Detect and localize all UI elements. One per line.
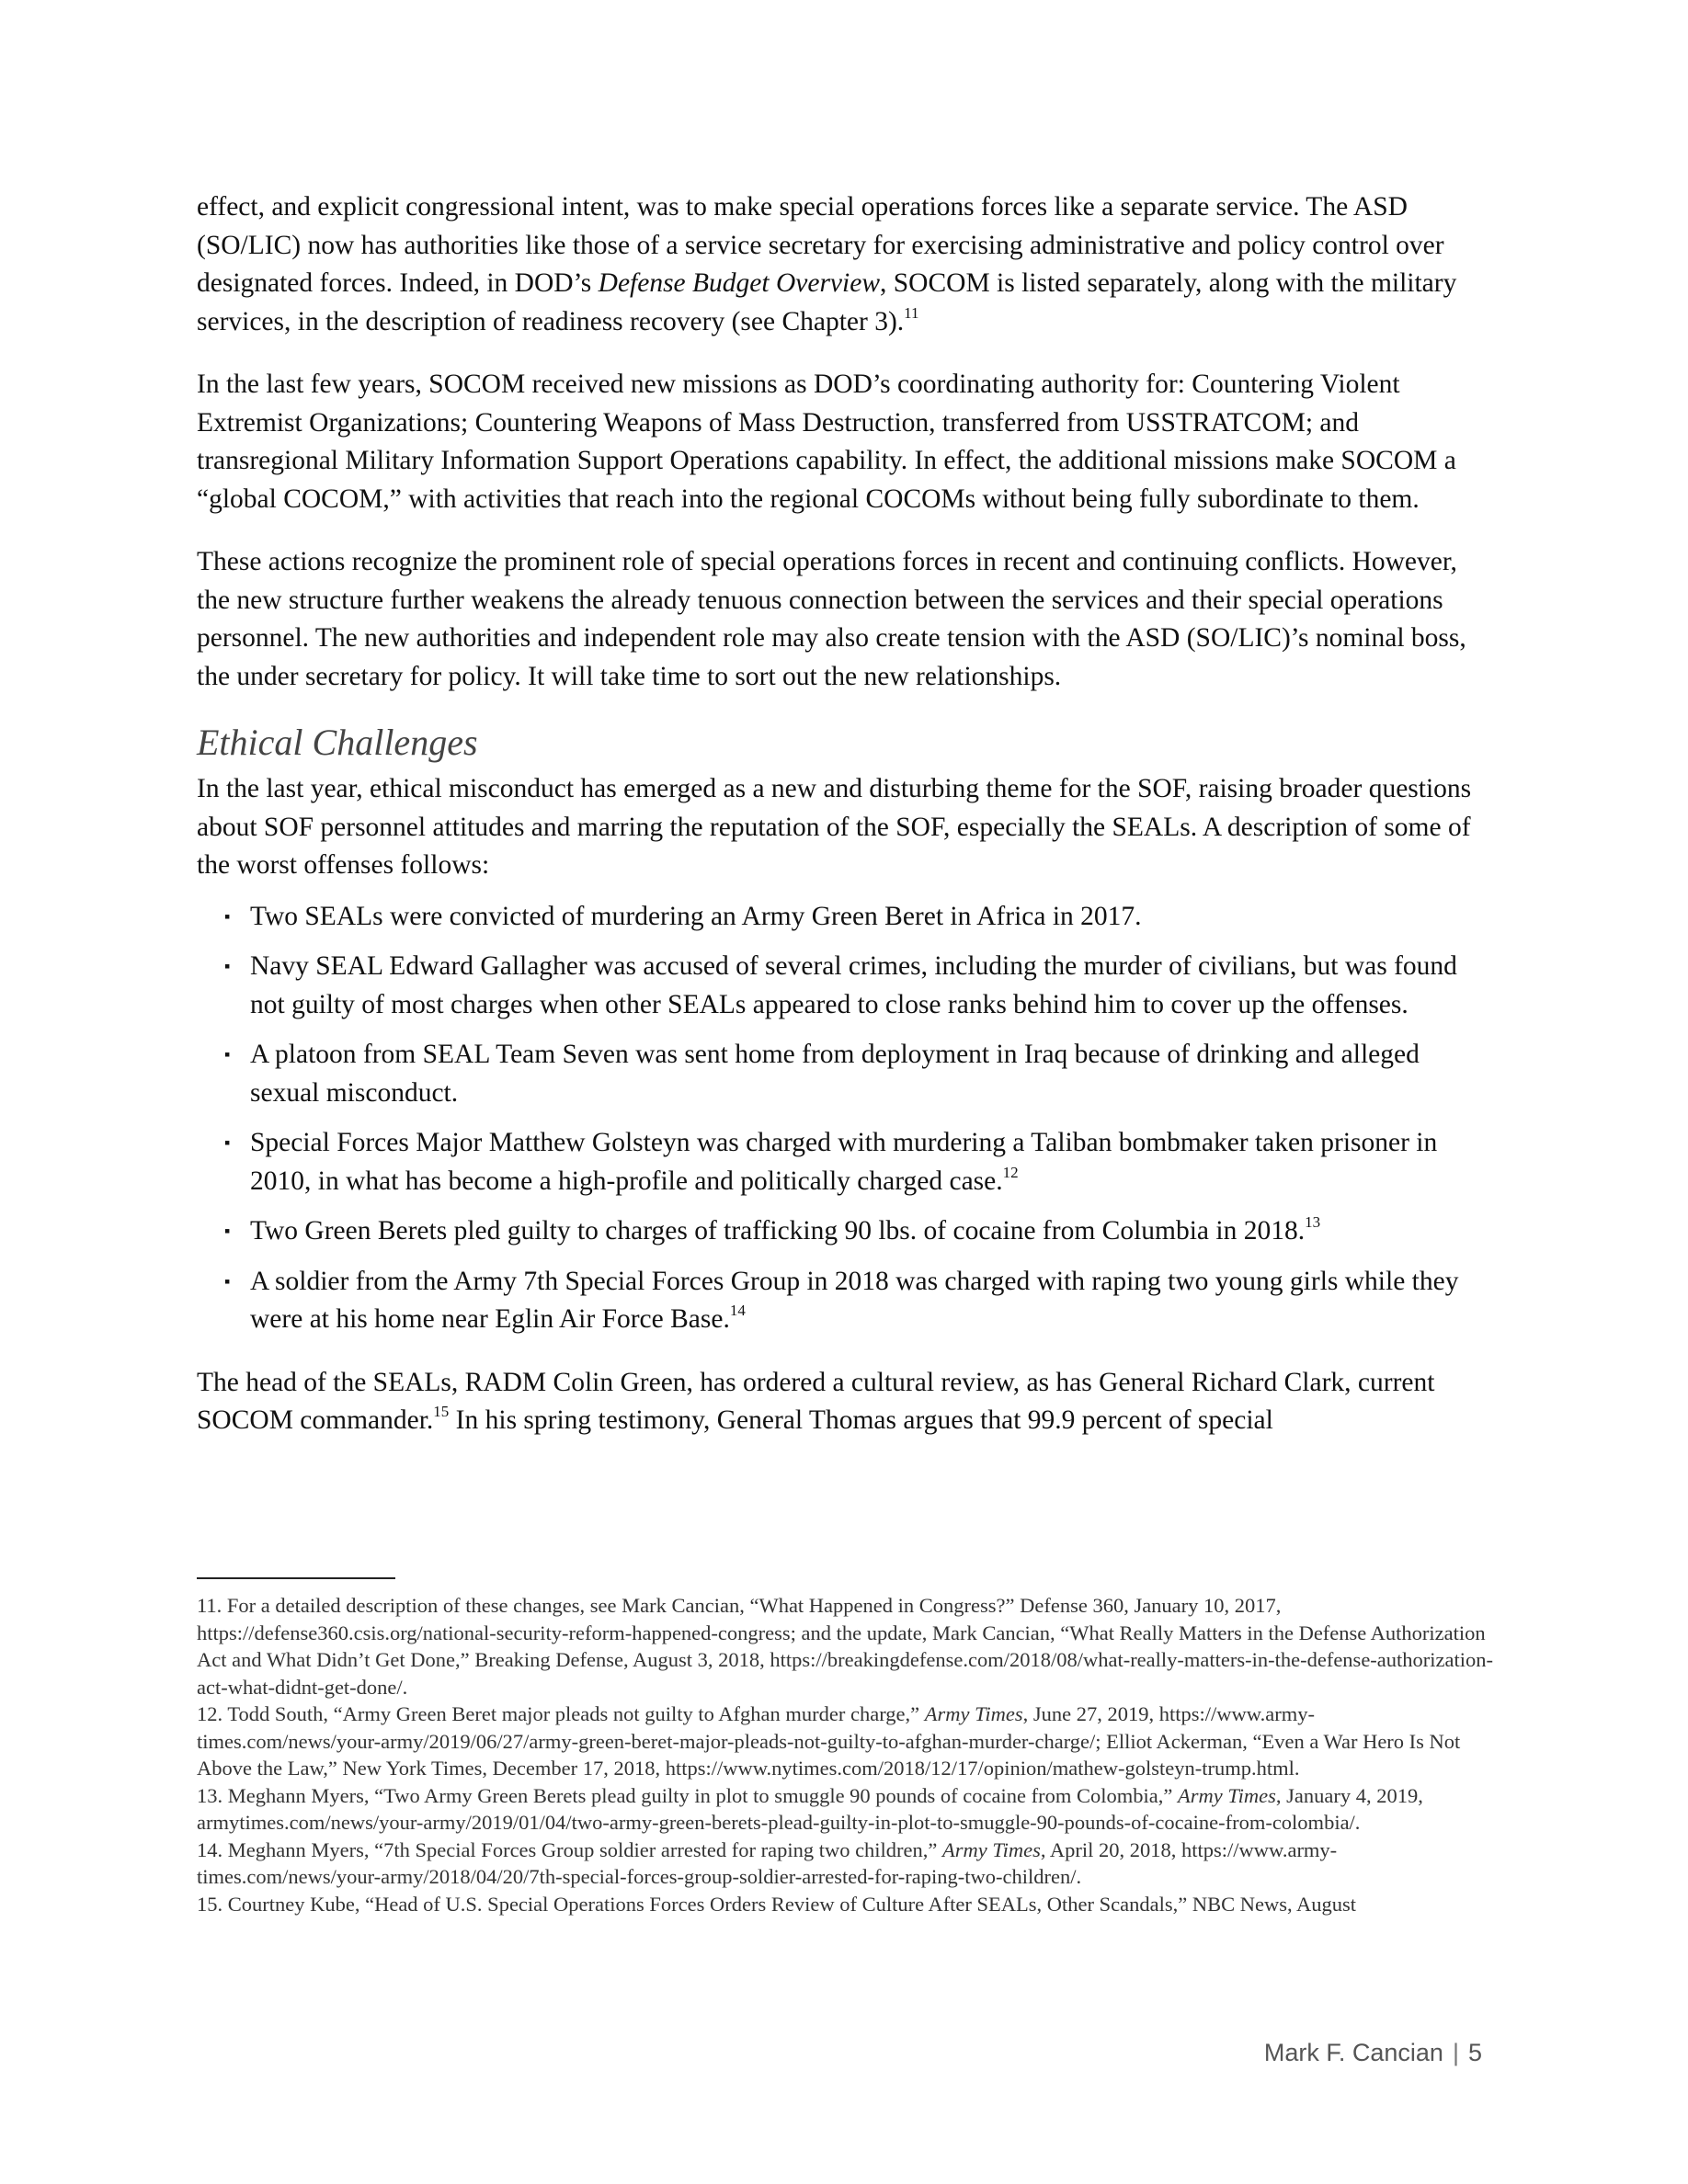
list-item-text: Two Green Berets pled guilty to charges of trafficking 90 lbs. of cocaine from Columbia in 2018. <box>250 1216 1306 1246</box>
paragraph-5-text-b: In his spring testimony, General Thomas argues that 99.9 percent of special <box>449 1405 1273 1435</box>
paragraph-1-text-b: , SOCOM is listed separately, along with the military services, in the description of readiness recovery (see Chapter 3). <box>197 268 1457 336</box>
main-content <box>197 188 1493 1465</box>
paragraph-1 <box>197 188 1493 341</box>
paragraph-1-text-a: effect, and explicit congressional intent, was to make special operations forces like a separate service. The ASD (SO/LIC) now has authorities like those of a service secretary for exercising administrative and policy control over designated forces. Indeed, in DOD’s <box>197 192 1444 298</box>
paragraph-5-text-a: The head of the SEALs, RADM Colin Green, has ordered a cultural review, as has General Richard Clark, current SOCOM commander. <box>197 1367 1435 1435</box>
bullet-icon: ▪ <box>224 1222 231 1240</box>
list-item <box>224 1036 1493 1112</box>
footnote-divider <box>197 1577 395 1579</box>
paragraph-5 <box>197 1364 1493 1440</box>
footnote-14-text-a: 14. Meghann Myers, “7th Special Forces Group soldier arrested for raping two children,” <box>197 1837 943 1861</box>
footnote-14-text-b: , April 20, 2018, https://www.army-times.com/news/your-army/2018/04/20/7th-special-forces-group-soldier-arrested-for-raping-two-children/. <box>197 1837 1338 1888</box>
footnote-13-text-a: 13. Meghann Myers, “Two Army Green Berets plead guilty in plot to smuggle 90 pounds of cocaine from Colombia,” <box>197 1783 1178 1807</box>
paragraph-1-italic-title: Defense Budget Overview <box>598 268 880 298</box>
footnote-13 <box>197 1782 1495 1837</box>
list-item <box>224 1212 1493 1251</box>
footnote-13-text-b: , January 4, 2019, armytimes.com/news/your-army/2019/01/04/two-army-green-berets-plead-guilty-in-plot-to-smuggle-90-pounds-of-cocaine-from-colombia/. <box>197 1783 1423 1834</box>
bullet-icon: ▪ <box>224 1271 231 1291</box>
list-item <box>224 1263 1493 1339</box>
list-item-text: Special Forces Major Matthew Golsteyn was charged with murdering a Taliban bombmaker taken prisoner in 2010, in what has become a high-profile and politically charged case. <box>250 1128 1438 1196</box>
footnote-ref-14[interactable]: 14 <box>729 1302 746 1320</box>
footnote-12-publication: Army Times <box>924 1702 1023 1725</box>
bullet-icon: ▪ <box>224 957 231 975</box>
footnote-ref-12[interactable]: 12 <box>1002 1163 1019 1181</box>
offenses-list <box>197 898 1493 1339</box>
paragraph-4: In the last year, ethical misconduct has emerged as a new and disturbing theme for the SOF, raising broader questions about SOF personnel attitudes and marring the reputation of the SOF, especially the SEALs. A description of some of the worst offenses follows: <box>197 774 1472 880</box>
bullet-icon: ▪ <box>224 1133 231 1152</box>
list-item-text: A platoon from SEAL Team Seven was sent home from deployment in Iraq because of drinking and alleged sexual misconduct. <box>250 1040 1420 1108</box>
paragraph-3: These actions recognize the prominent role of special operations forces in recent and continuing conflicts. However, the new structure further weakens the already tenuous connection between the services and their special operations personnel. The new authorities and independent role may also create tension with the ASD (SO/LIC)’s nominal boss, the under secretary for policy. It will take time to sort out the new relationships. <box>197 547 1466 691</box>
footnote-12 <box>197 1701 1495 1782</box>
footnote-15: 15. Courtney Kube, “Head of U.S. Special Operations Forces Orders Review of Culture After SEALs, Other Scandals,” NBC News, August <box>197 1892 1357 1916</box>
list-item-text: Two SEALs were convicted of murdering an Army Green Beret in Africa in 2017. <box>250 901 1142 931</box>
footnote-ref-13[interactable]: 13 <box>1305 1213 1321 1232</box>
footer-separator: | <box>1452 2039 1459 2066</box>
list-item-text: A soldier from the Army 7th Special Forces Group in 2018 was charged with raping two young girls while they were at his home near Eglin Air Force Base. <box>250 1266 1459 1334</box>
page-number: 5 <box>1467 2039 1482 2066</box>
footnote-13-publication: Army Times <box>1177 1783 1276 1807</box>
footnotes-section <box>197 1592 1495 1917</box>
footnote-12-text-a: 12. Todd South, “Army Green Beret major pleads not guilty to Afghan murder charge,” <box>197 1702 925 1725</box>
list-item <box>224 898 1493 937</box>
bullet-icon: ▪ <box>224 906 231 926</box>
footnote-ref-15[interactable]: 15 <box>433 1403 450 1421</box>
section-heading: Ethical Challenges <box>197 722 478 763</box>
footnote-11: 11. For a detailed description of these changes, see Mark Cancian, “What Happened in Congress?” Defense 360, January 10, 2017, https://defense360.csis.org/national-security-reform-happened-congress; and the update, Mark Cancian, “What Really Matters in the Defense Authorization Act and What Didn’t Get Done,” Breaking Defense, August 3, 2018, https://breakingdefense.com/2018/08/what-really-matters-in-the-defense-authorization-act-what-didnt-get-done/. <box>197 1594 1493 1699</box>
footer-author: Mark F. Cancian <box>1263 2039 1443 2066</box>
bullet-icon: ▪ <box>224 1045 231 1064</box>
list-item <box>224 1124 1493 1200</box>
footnote-14-publication: Army Times <box>942 1837 1041 1861</box>
page-footer <box>1264 2039 1482 2067</box>
list-item <box>224 948 1493 1024</box>
paragraph-2: In the last few years, SOCOM received new missions as DOD’s coordinating authority for: Countering Violent Extremist Organizations; Countering Weapons of Mass Destruction, transferred from USSTRATCOM; and transregional Military Information Support Operations capability. In effect, the additional missions make SOCOM a “global COCOM,” with activities that reach into the regional COCOMs without being fully subordinate to them. <box>197 370 1456 514</box>
list-item-text: Navy SEAL Edward Gallagher was accused of several crimes, including the murder of civilians, but was found not guilty of most charges when other SEALs appeared to close ranks behind him to cover up the offenses. <box>250 951 1457 1019</box>
footnote-12-text-b: , June 27, 2019, https://www.army-times.com/news/your-army/2019/06/27/army-green-beret-major-pleads-not-guilty-to-afghan-murder-charge/; Elliot Ackerman, “Even a War Hero Is Not Above the Law,” New York Times, December 17, 2018, https://www.nytimes.com/2018/12/17/opinion/mathew-golsteyn-trump.html. <box>197 1702 1461 1780</box>
footnote-14 <box>197 1837 1495 1891</box>
footnote-ref-11[interactable]: 11 <box>904 303 919 322</box>
